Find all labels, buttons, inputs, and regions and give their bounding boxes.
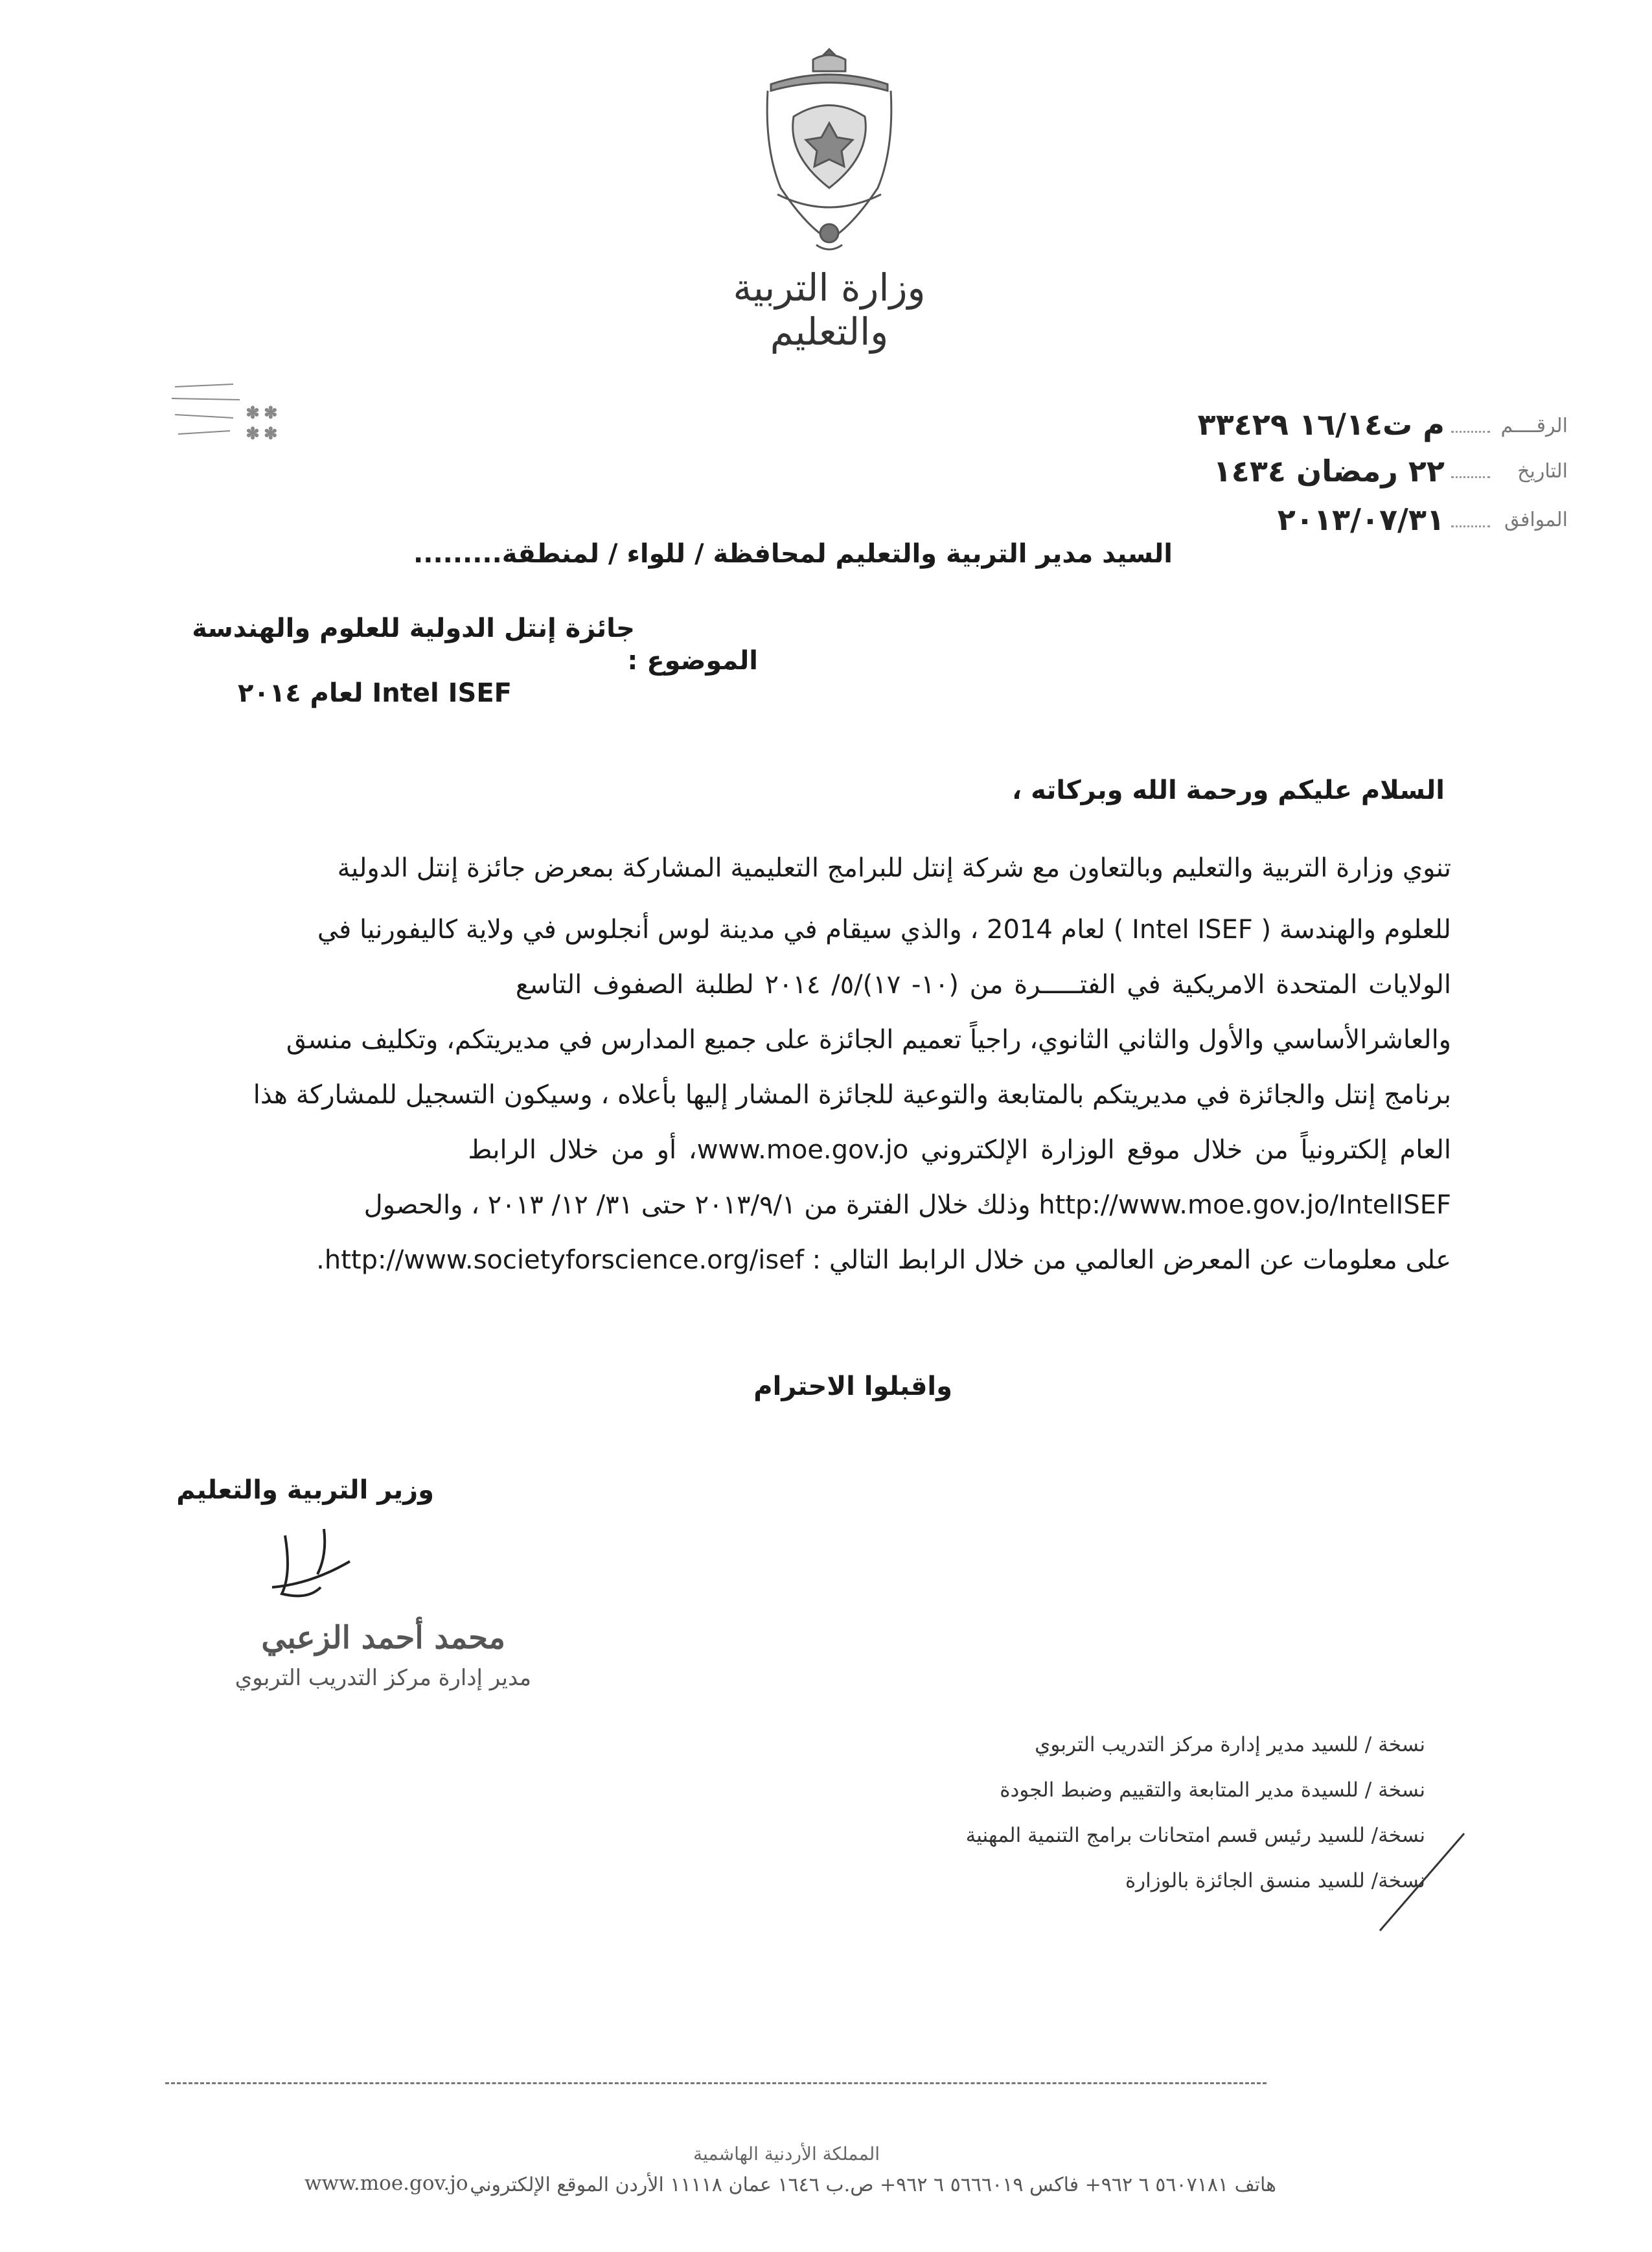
greeting: السلام عليكم ورحمة الله وبركاته ، — [1012, 776, 1445, 805]
signatory-position: مدير إدارة مركز التدريب التربوي — [235, 1665, 531, 1691]
reference-number: م ت١٦/١٤ ٣٣٤٢٩ — [1197, 407, 1445, 442]
subject-line-2: Intel ISEF لعام ٢٠١٤ — [237, 678, 512, 708]
subject-line-1: جائزة إنتل الدولية للعلوم والهندسة — [192, 614, 635, 643]
date-label: التاريخ — [1517, 460, 1568, 483]
signature-title: وزير التربية والتعليم — [176, 1475, 434, 1505]
body-line: للعلوم والهندسة ( Intel ISEF ) لعام 2014 ، والذي سيقام في مدينة لوس أنجلوس في ولاية كاليفورنيا في — [317, 915, 1451, 945]
body-line: http://www.moe.gov.jo/IntelISEF وذلك خلال الفترة من ٢٠١٣/٩/١ حتى ٣١/ ١٢/ ٢٠١٣ ، والحصول — [363, 1190, 1451, 1220]
body-line: والعاشرالأساسي والأول والثاني الثانوي، راجياً تعميم الجائزة على جميع المدارس في مديريتكم، وتكليف منسق — [286, 1025, 1451, 1055]
closing: واقبلوا الاحترام — [753, 1372, 952, 1401]
ministry-name: وزارة التربية والتعليم — [733, 266, 926, 354]
number-label: الرقــــم — [1500, 415, 1568, 437]
pen-stroke-mark — [1373, 1827, 1471, 1937]
handwritten-signature — [246, 1510, 415, 1600]
footer-divider — [165, 2082, 1267, 2084]
footer-country-name: المملكة الأردنية الهاشمية — [693, 2143, 880, 2165]
footer-contact-info: هاتف ٥٦٠٧١٨١ ٦ ٩٦٢+ فاكس ٥٦٦٦٠١٩ ٦ ٩٦٢+ ص.ب ١٦٤٦ عمان ١١١١٨ الأردن الموقع الإلكتروني — [470, 2174, 1276, 2196]
gregorian-date: ٢٠١٣/٠٧/٣١ — [1277, 502, 1445, 537]
dotted-leader — [1451, 476, 1490, 478]
subject-label: الموضوع : — [627, 646, 758, 676]
corresponding-label: الموافق — [1504, 509, 1568, 531]
signatory-name: محمد أحمد الزعبي — [261, 1620, 505, 1656]
copy-recipient: نسخة/ للسيد منسق الجائزة بالوزارة — [1125, 1869, 1425, 1892]
coat-of-arms-emblem — [732, 45, 926, 259]
body-line: العام إلكترونياً من خلال موقع الوزارة الإلكتروني www.moe.gov.jo، أو من خلال الرابط — [468, 1135, 1451, 1165]
body-line: على معلومات عن المعرض العالمي من خلال الرابط التالي : http://www.societyforscience.org/isef. — [316, 1245, 1451, 1275]
recipient-line: السيد مدير التربية والتعليم لمحافظة / للواء / لمنطقة......... — [413, 539, 1173, 569]
svg-text:✻ ✻: ✻ ✻ — [246, 404, 277, 422]
copy-recipient: نسخة / للسيد مدير إدارة مركز التدريب التربوي — [1035, 1733, 1425, 1756]
copy-recipient: نسخة/ للسيد رئيس قسم امتحانات برامج التنمية المهنية — [965, 1824, 1425, 1847]
copy-recipient: نسخة / للسيدة مدير المتابعة والتقييم وضبط الجودة — [1000, 1778, 1425, 1802]
body-line: تنوي وزارة التربية والتعليم وبالتعاون مع شركة إنتل للبرامج التعليمية المشاركة بمعرض جائزة إنتل الدولية — [337, 853, 1451, 883]
side-stamp-marks — [162, 379, 292, 457]
dotted-leader — [1451, 525, 1490, 527]
hijri-date: ٢٢ رمضان ١٤٣٤ — [1213, 454, 1445, 488]
svg-text:✻ ✻: ✻ ✻ — [246, 424, 277, 442]
footer-website: www.moe.gov.jo — [304, 2172, 468, 2195]
dotted-leader — [1451, 430, 1490, 433]
body-line: الولايات المتحدة الامريكية في الفتـــــرة من (١٠- ١٧)/٥/ ٢٠١٤ لطلبة الصفوف التاسع — [515, 970, 1451, 1000]
body-line: برنامج إنتل والجائزة في مديريتكم بالمتابعة والتوعية للجائزة المشار إليها بأعلاه ، وسيكون التسجيل للمشاركة هذا — [253, 1080, 1451, 1110]
